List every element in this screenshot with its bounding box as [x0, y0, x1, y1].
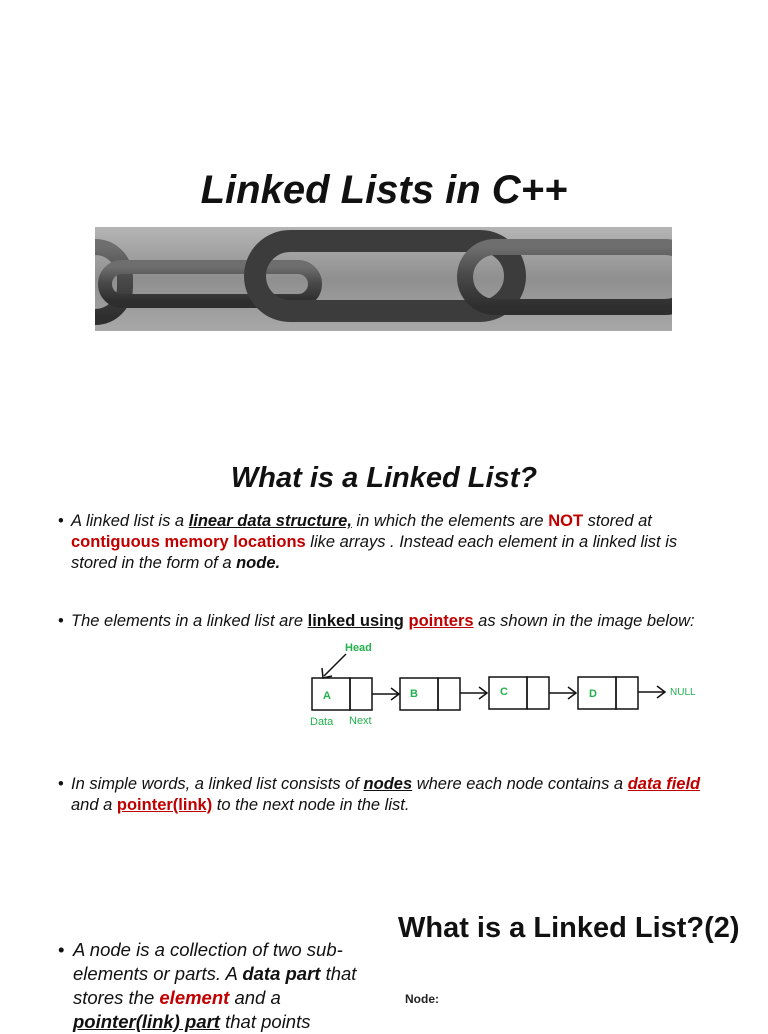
node-a-data	[312, 678, 350, 710]
bullet-simple-words	[58, 774, 708, 816]
bullet-dot: •	[58, 612, 64, 630]
node-a-label: A	[323, 690, 331, 702]
emph-nodes: nodes	[363, 775, 413, 793]
node-c-next	[527, 677, 549, 709]
bullet-dot: •	[58, 775, 64, 793]
emph-linear-data-structure: linear data structure,	[188, 512, 352, 530]
null-label: NULL	[670, 687, 696, 698]
emph-data-field: data field	[627, 775, 701, 793]
emph-data-part: data part	[242, 963, 321, 984]
chain-illustration	[95, 227, 672, 331]
bullet-linked-using-pointers	[58, 611, 708, 632]
slide-3-title: What is a Linked List?(2)	[398, 912, 740, 944]
text: in which the elements are	[351, 512, 549, 530]
next-label: Next	[349, 715, 372, 727]
emph-pointers: pointers	[408, 612, 474, 630]
slide-1-title: Linked Lists in C++	[200, 168, 568, 212]
node-b-data	[400, 678, 438, 710]
bullet-dot: •	[58, 939, 65, 960]
emph-node: node.	[236, 554, 281, 572]
node-b-next	[438, 678, 460, 710]
text: A linked list is a	[71, 512, 189, 530]
head-arrow-line	[324, 654, 346, 676]
head-label: Head	[345, 642, 372, 654]
node-a-next	[350, 678, 372, 710]
text: stored at	[583, 512, 652, 530]
bullet-node-collection	[58, 938, 378, 1034]
emph-contiguous: contiguous memory locations	[71, 533, 306, 551]
node-c-label: C	[500, 686, 508, 698]
text: and a	[71, 796, 117, 814]
slide-2-title: What is a Linked List?	[230, 462, 538, 494]
bullet-linear-structure	[58, 511, 708, 574]
text: A node is a collection of two sub-elements or parts. A	[73, 939, 343, 984]
text: and a	[229, 987, 281, 1008]
emph-pointer-link-part: pointer(link) part	[73, 1011, 220, 1032]
text: The elements in a linked list are	[71, 612, 308, 630]
text: as shown in the image below:	[473, 612, 695, 630]
text: where each node contains a	[412, 775, 628, 793]
chain-image	[95, 227, 672, 331]
text: that points	[219, 1011, 311, 1032]
emph-linked-using: linked using	[307, 612, 404, 630]
linked-list-diagram	[300, 636, 720, 736]
text: that stores the	[73, 963, 357, 1008]
node-d-data	[578, 677, 616, 709]
data-label: Data	[310, 716, 334, 728]
emph-not: NOT	[548, 512, 584, 530]
node-caption: Node:	[405, 992, 439, 1006]
node-d-label: D	[589, 688, 597, 700]
text: to the next node in the list.	[212, 796, 410, 814]
text: like arrays . Instead each element in a linked list is stored in the form of a	[71, 533, 678, 572]
bullet-dot: •	[58, 512, 64, 530]
text: In simple words, a linked list consists of	[71, 775, 364, 793]
node-b-label: B	[410, 688, 418, 700]
emph-element: element	[159, 987, 230, 1008]
node-d-next	[616, 677, 638, 709]
emph-pointer-link: pointer(link)	[116, 796, 213, 814]
node-c-data	[489, 677, 527, 709]
